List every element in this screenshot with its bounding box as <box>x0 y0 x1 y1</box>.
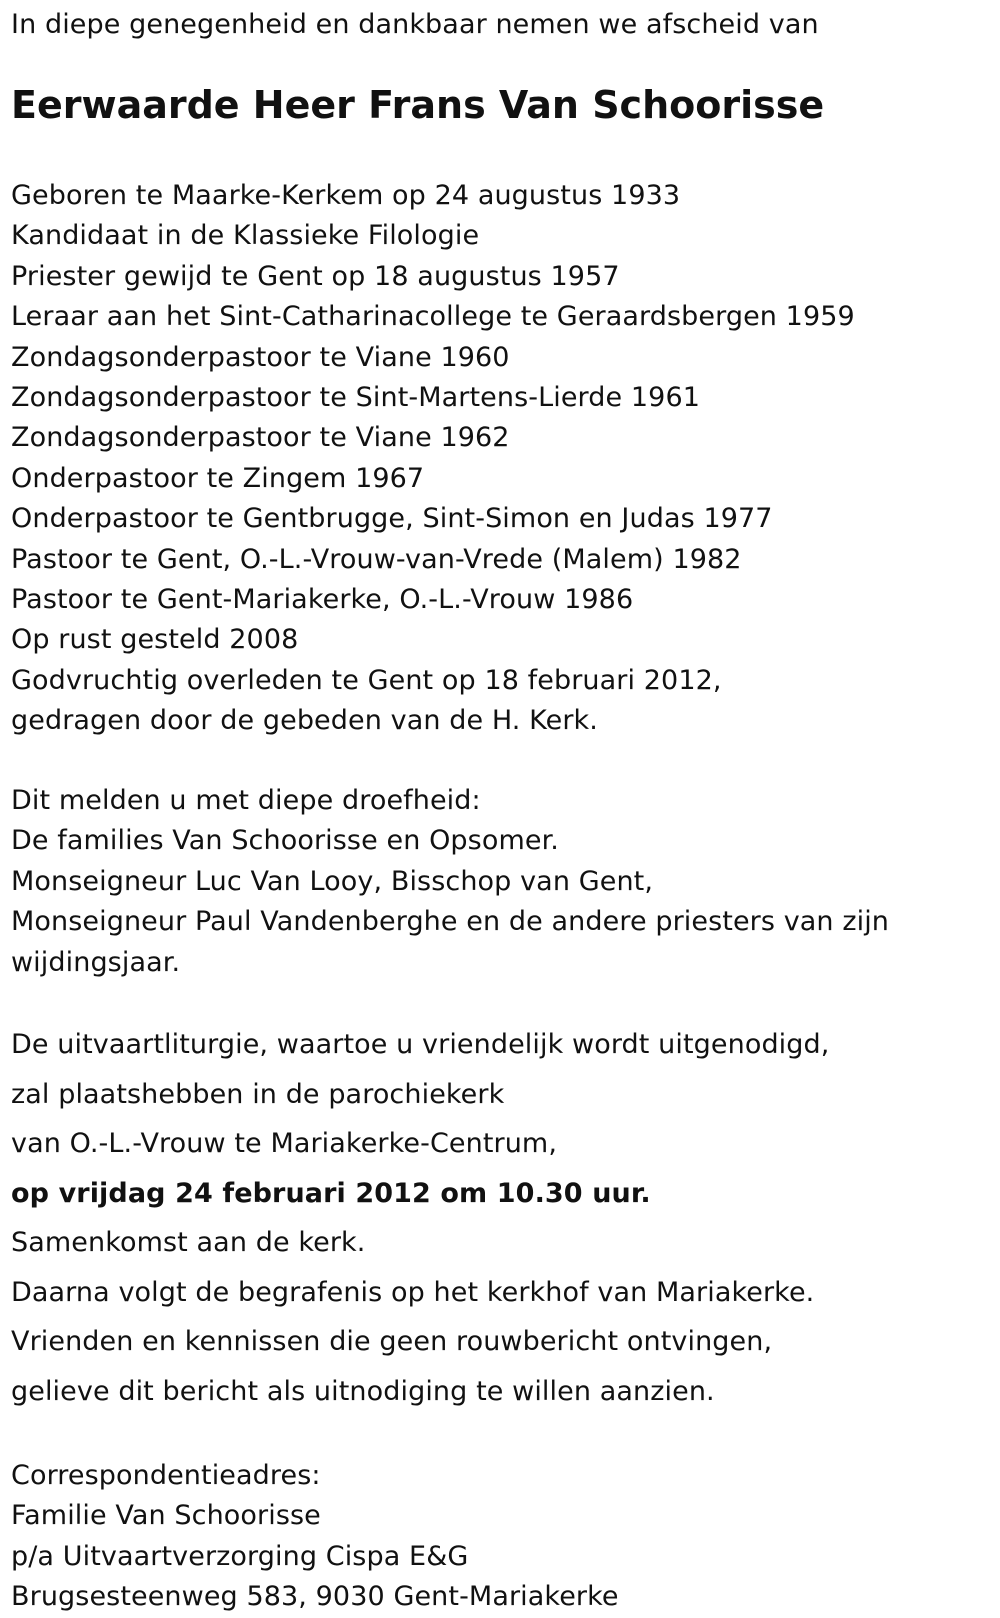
biography-line: Zondagsonderpastoor te Viane 1962 <box>11 422 510 454</box>
announcement-line: Dit melden u met diepe droefheid: <box>11 785 481 816</box>
biography-line: Priester gewijd te Gent op 18 augustus 1957 <box>11 260 620 292</box>
address-line: Brugsesteenweg 583, 9030 Gent-Mariakerke <box>11 1581 619 1613</box>
announcement-line: Monseigneur Paul Vandenberghe en de andere priesters van zijn <box>11 906 890 938</box>
funeral-date-time: op vrijdag 24 februari 2012 om 10.30 uur. <box>11 1177 651 1209</box>
correspondence-address <box>11 1456 619 1618</box>
funeral-line: De uitvaartliturgie, waartoe u vriendelijk wordt uitgenodigd, <box>11 1029 830 1060</box>
deceased-name: Eerwaarde Heer Frans Van Schoorisse <box>11 83 825 127</box>
announcement-line: Monseigneur Luc Van Looy, Bisschop van Gent, <box>11 865 654 897</box>
announcement-list <box>11 781 889 983</box>
funeral-line: Daarna volgt de begrafenis op het kerkhof van Mariakerke. <box>11 1276 815 1308</box>
biography-line: Godvruchtig overleden te Gent op 18 februari 2012, <box>11 664 722 696</box>
funeral-line: van O.-L.-Vrouw te Mariakerke-Centrum, <box>11 1128 558 1159</box>
biography-line: Pastoor te Gent-Mariakerke, O.-L.-Vrouw 1986 <box>11 583 634 615</box>
biography-line: Zondagsonderpastoor te Sint-Martens-Lierde 1961 <box>11 381 701 413</box>
biography-line: Pastoor te Gent, O.-L.-Vrouw-van-Vrede (Malem) 1982 <box>11 543 742 575</box>
biography-line: Zondagsonderpastoor te Viane 1960 <box>11 341 510 373</box>
biography-line: Geboren te Maarke-Kerkem op 24 augustus 1933 <box>11 180 681 211</box>
address-line: Familie Van Schoorisse <box>11 1500 321 1532</box>
biography-line: gedragen door de gebeden van de H. Kerk. <box>11 705 598 737</box>
biography-line: Op rust gesteld 2008 <box>11 624 299 656</box>
announcement-line: wijdingsjaar. <box>11 946 181 978</box>
announcement-line: De families Van Schoorisse en Opsomer. <box>11 825 559 857</box>
funeral-line: zal plaatshebben in de parochiekerk <box>11 1078 505 1110</box>
funeral-details-list <box>11 1020 829 1416</box>
address-line: p/a Uitvaartverzorging Cispa E&G <box>11 1540 469 1572</box>
address-line: Correspondentieadres: <box>11 1460 321 1491</box>
biography-line: Kandidaat in de Klassieke Filologie <box>11 220 480 252</box>
funeral-line: Vrienden en kennissen die geen rouwbericht ontvingen, <box>11 1326 773 1357</box>
biography-line: Onderpastoor te Gentbrugge, Sint-Simon en Judas 1977 <box>11 503 773 535</box>
biography-line: Onderpastoor te Zingem 1967 <box>11 462 425 494</box>
biography-list <box>11 176 855 741</box>
intro-text: In diepe genegenheid en dankbaar nemen we afscheid van <box>11 9 819 40</box>
funeral-line: Samenkomst aan de kerk. <box>11 1227 366 1258</box>
biography-line: Leraar aan het Sint-Catharinacollege te Geraardsbergen 1959 <box>11 301 855 333</box>
funeral-line: gelieve dit bericht als uitnodiging te willen aanzien. <box>11 1375 715 1407</box>
